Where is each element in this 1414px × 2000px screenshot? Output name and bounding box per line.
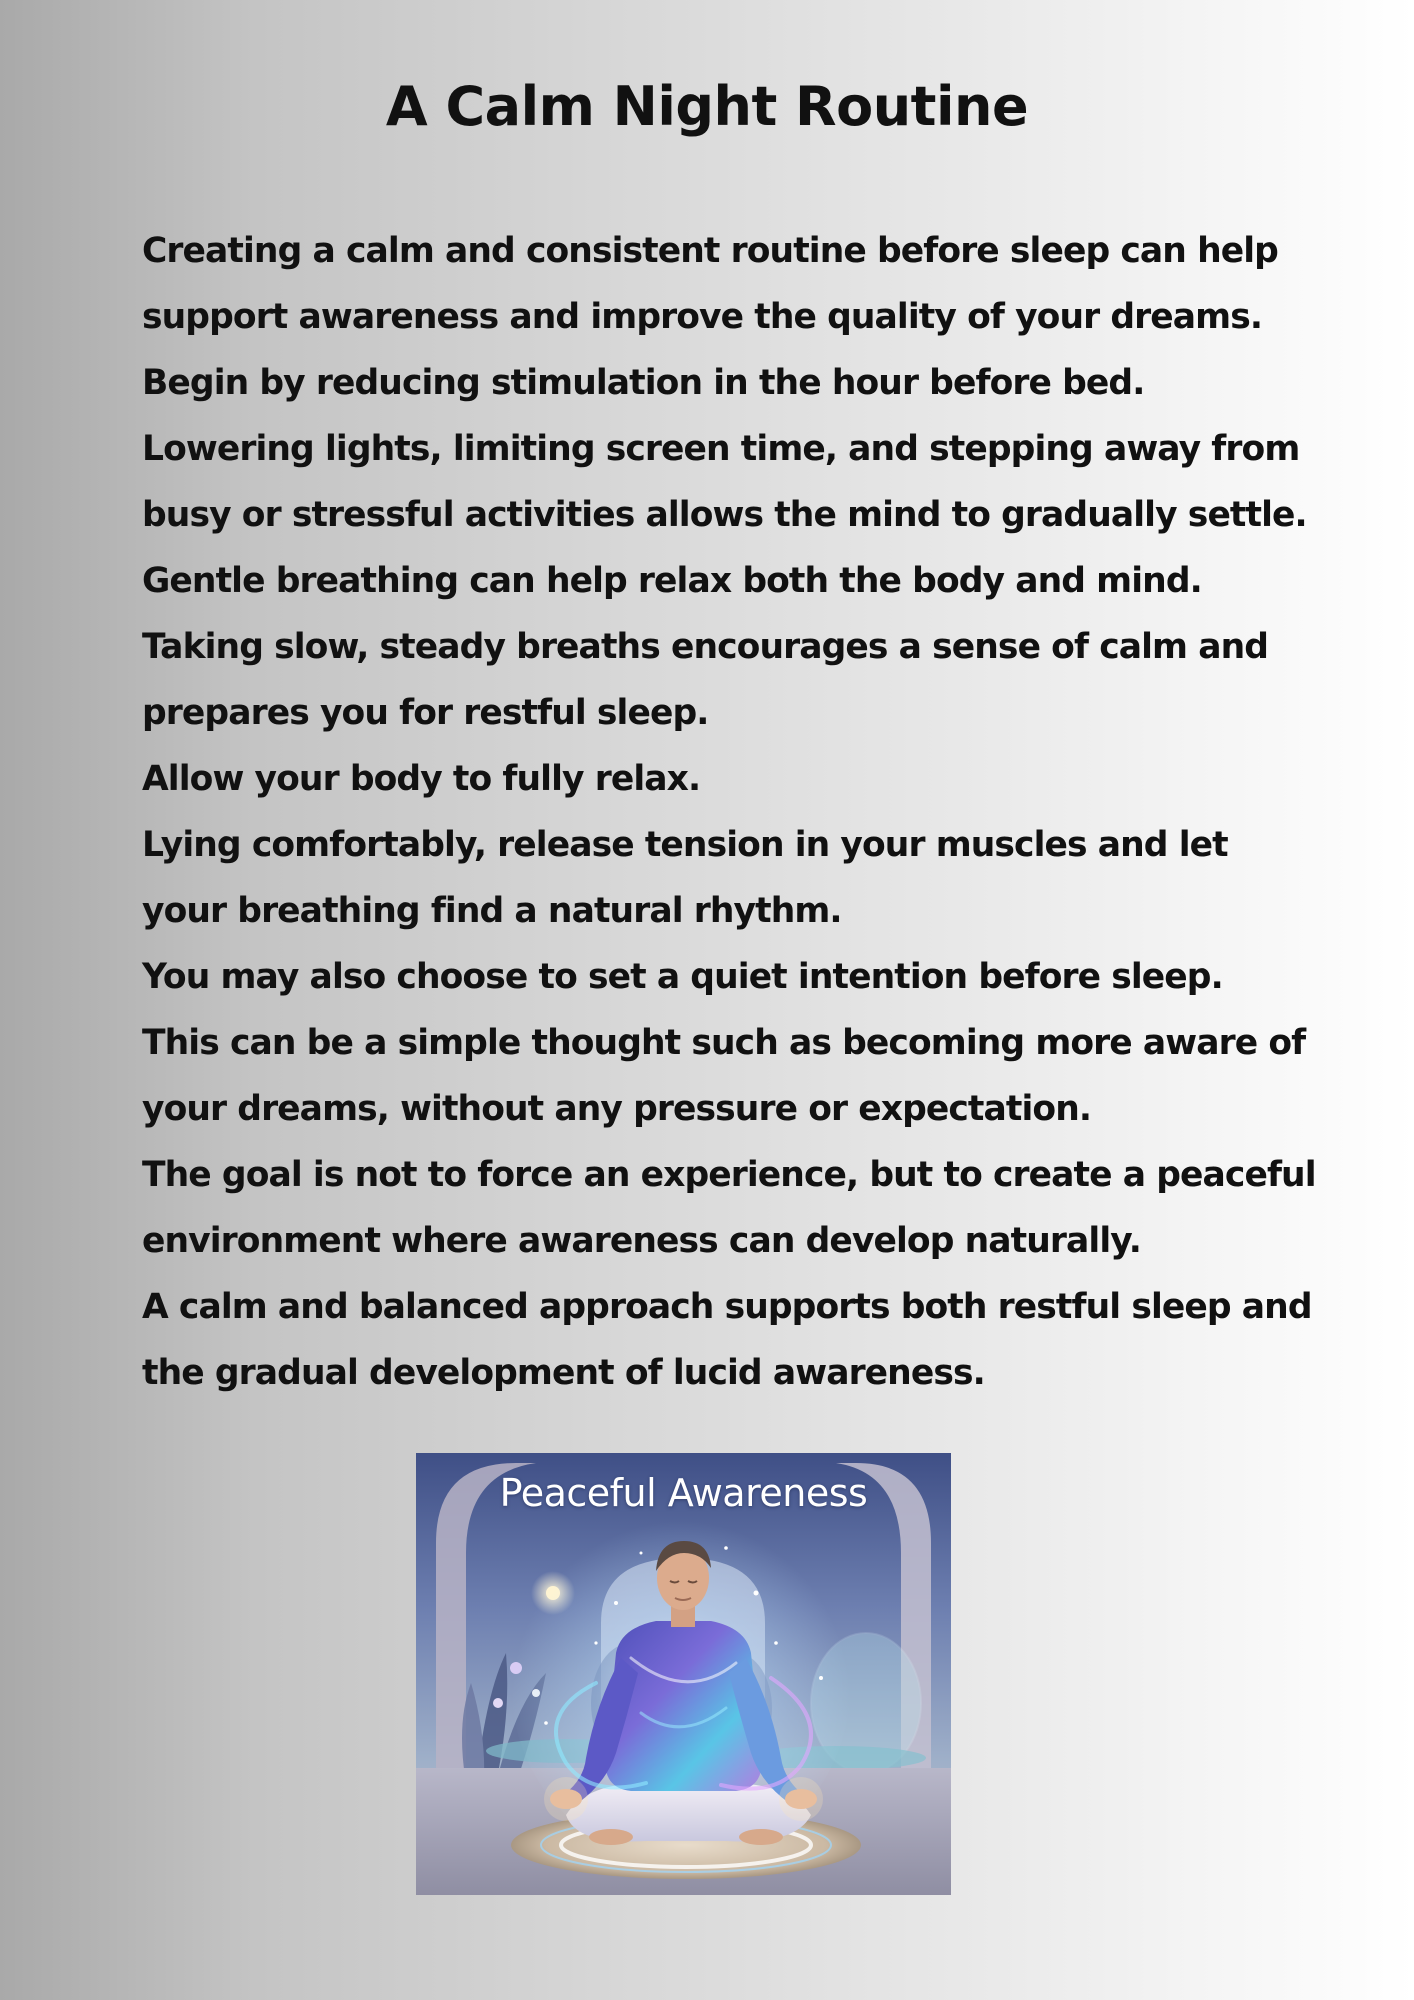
text-line: support awareness and improve the quality of your dreams. <box>142 297 1263 337</box>
text-line: The goal is not to force an experience, but to create a peaceful <box>142 1155 1316 1195</box>
text-line: Allow your body to fully relax. <box>142 759 701 799</box>
text-line: Creating a calm and consistent routine before sleep can help <box>142 231 1278 271</box>
text-line: You may also choose to set a quiet intention before sleep. <box>142 957 1223 997</box>
page-title: A Calm Night Routine <box>385 75 1029 138</box>
text-line: Lying comfortably, release tension in your muscles and let <box>142 825 1228 865</box>
text-line: your breathing find a natural rhythm. <box>142 891 842 931</box>
meditation-illustration <box>416 1453 951 1895</box>
body-text <box>142 218 1322 1406</box>
illustration-caption: Peaceful Awareness <box>499 1471 868 1515</box>
text-line: prepares you for restful sleep. <box>142 693 709 733</box>
meditating-figure-image <box>416 1453 951 1895</box>
text-line: environment where awareness can develop naturally. <box>142 1221 1141 1261</box>
text-line: Lowering lights, limiting screen time, and stepping away from <box>142 429 1300 469</box>
text-line: This can be a simple thought such as becoming more aware of <box>142 1023 1306 1063</box>
text-line: the gradual development of lucid awareness. <box>142 1353 985 1393</box>
text-line: Gentle breathing can help relax both the body and mind. <box>142 561 1202 601</box>
text-line: your dreams, without any pressure or expectation. <box>142 1089 1092 1129</box>
text-line: Begin by reducing stimulation in the hour before bed. <box>142 363 1145 403</box>
text-line: busy or stressful activities allows the mind to gradually settle. <box>142 495 1307 535</box>
text-line: A calm and balanced approach supports both restful sleep and <box>142 1287 1312 1327</box>
text-line: Taking slow, steady breaths encourages a sense of calm and <box>142 627 1269 667</box>
